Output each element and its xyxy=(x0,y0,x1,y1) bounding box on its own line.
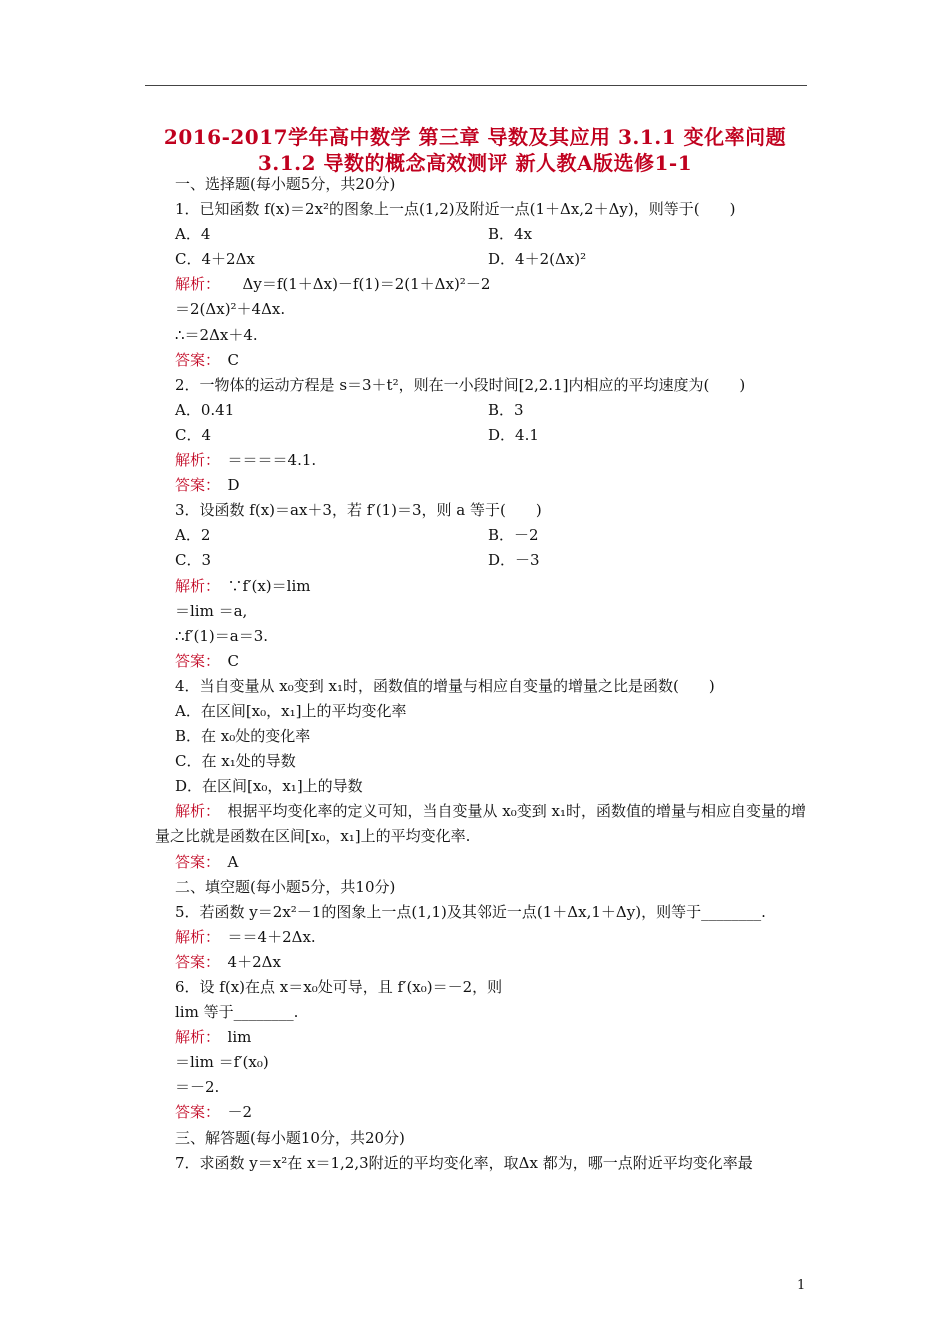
solution-text: Δy＝f(1＋Δx)－f(1)＝2(1＋Δx)²－2 xyxy=(242,275,491,294)
answer-line xyxy=(155,348,807,373)
section-heading: 三、解答题(每小题10分，共20分) xyxy=(175,1128,405,1147)
question-7: 7．求函数 y＝x²在 x＝1,2,3附近的平均变化率，取Δx 都为，哪一点附近平均变化率最 xyxy=(175,1153,753,1172)
answer-label: 答案： xyxy=(175,852,213,871)
solution-text: ＝＝＝＝4.1. xyxy=(227,451,317,470)
answer-value: C xyxy=(227,651,240,670)
question-3: 3．设函数 f(x)＝ax＋3，若 f′(1)＝3，则 a 等于( ) xyxy=(175,501,542,520)
option-b: B．在 x₀处的变化率 xyxy=(175,727,311,746)
answer-line xyxy=(155,473,807,498)
options-row xyxy=(155,247,807,272)
solution-line: ∴f′(1)＝a＝3. xyxy=(175,626,269,645)
options-row xyxy=(155,548,807,573)
answer-value: C xyxy=(227,350,240,369)
solution-line xyxy=(155,448,807,473)
solution-label: 解析： xyxy=(175,1028,213,1047)
options-row xyxy=(155,423,807,448)
section-heading: 二、填空题(每小题5分，共10分) xyxy=(175,877,396,896)
option-b: B．3 xyxy=(488,400,524,419)
options-row xyxy=(155,398,807,423)
question-6: 6．设 f(x)在点 x＝x₀处可导，且 f′(x₀)＝－2，则 xyxy=(175,978,503,996)
solution-line xyxy=(155,272,807,297)
solution-text: lim xyxy=(227,1028,252,1047)
option-b: B．－2 xyxy=(488,526,539,545)
option-a: A．在区间[x₀，x₁]上的平均变化率 xyxy=(175,701,407,720)
answer-line xyxy=(155,1100,807,1125)
question-4: 4．当自变量从 x₀变到 x₁时，函数值的增量与相应自变量的增量之比是函数( ) xyxy=(175,676,715,695)
question-5: 5．若函数 y＝2x²－1的图象上一点(1,1)及其邻近一点(1＋Δx,1＋Δy)，则等于________. xyxy=(175,902,766,921)
option-b: B．4x xyxy=(488,225,533,244)
option-a: A．4 xyxy=(175,225,211,244)
solution-label: 解析： xyxy=(175,576,213,595)
options-row xyxy=(155,222,807,247)
question-1: 1．已知函数 f(x)＝2x²的图象上一点(1,2)及附近一点(1＋Δx,2＋Δy)，则等于( ) xyxy=(175,200,736,219)
answer-label: 答案： xyxy=(175,1103,213,1122)
option-d: D．－3 xyxy=(488,551,540,570)
answer-label: 答案： xyxy=(175,651,213,670)
solution-text: ＝＝4＋2Δx. xyxy=(227,927,316,946)
solution-line: ＝lim ＝a, xyxy=(175,601,248,620)
solution-text: 根据平均变化率的定义可知，当自变量从 x₀变到 x₁时，函数值的增量与相应自变量的增量之比就是函数在区间[x₀，x₁]上的平均变化率. xyxy=(155,802,807,846)
answer-value: 4＋2Δx xyxy=(227,952,281,971)
options-row xyxy=(155,523,807,548)
solution-label: 解析： xyxy=(175,451,213,470)
document-title-line-1: 2016-2017学年高中数学 第三章 导数及其应用 3.1.1 变化率问题 xyxy=(163,125,787,149)
question-2: 2．一物体的运动方程是 s＝3＋t²，则在一小段时间[2,2.1]内相应的平均速度为( ) xyxy=(175,375,746,394)
solution-line xyxy=(155,1025,807,1050)
solution-line xyxy=(155,925,807,950)
answer-value: D xyxy=(227,476,240,495)
option-a: A．2 xyxy=(175,526,211,545)
solution-line: ∴＝2Δx＋4. xyxy=(175,325,258,344)
solution-line xyxy=(155,574,807,599)
option-c: C．在 x₁处的导数 xyxy=(175,752,296,771)
document-body xyxy=(155,172,807,1176)
document-title-line-2: 3.1.2 导数的概念高效测评 新人教A版选修1-1 xyxy=(257,151,693,175)
header-rule xyxy=(145,85,807,86)
answer-line xyxy=(155,649,807,674)
solution-label: 解析： xyxy=(175,927,213,946)
question-6-continued: lim 等于________. xyxy=(175,1003,299,1022)
solution-line: ＝lim ＝f′(x₀) xyxy=(175,1053,269,1072)
option-a: A．0.41 xyxy=(175,400,235,419)
answer-line xyxy=(155,950,807,975)
solution-label: 解析： xyxy=(175,802,213,821)
option-c: C．4＋2Δx xyxy=(175,250,255,269)
section-heading: 一、选择题(每小题5分，共20分) xyxy=(175,175,396,193)
answer-value: －2 xyxy=(227,1103,253,1122)
answer-label: 答案： xyxy=(175,350,213,369)
page-number: 1 xyxy=(797,1278,806,1293)
option-d: D．4.1 xyxy=(488,425,539,444)
solution-text: ∵f′(x)＝lim xyxy=(227,576,311,595)
solution-line: ＝－2. xyxy=(175,1078,220,1097)
option-d: D．4＋2(Δx)² xyxy=(488,250,587,269)
solution-paragraph xyxy=(155,799,807,849)
answer-label: 答案： xyxy=(175,476,213,495)
answer-label: 答案： xyxy=(175,952,213,971)
option-d: D．在区间[x₀，x₁]上的导数 xyxy=(175,777,363,796)
solution-line: ＝2(Δx)²＋4Δx. xyxy=(175,300,286,319)
answer-value: A xyxy=(227,852,239,871)
option-c: C．4 xyxy=(175,425,212,444)
option-c: C．3 xyxy=(175,551,212,570)
answer-line xyxy=(155,850,807,875)
solution-label: 解析： xyxy=(175,275,213,294)
